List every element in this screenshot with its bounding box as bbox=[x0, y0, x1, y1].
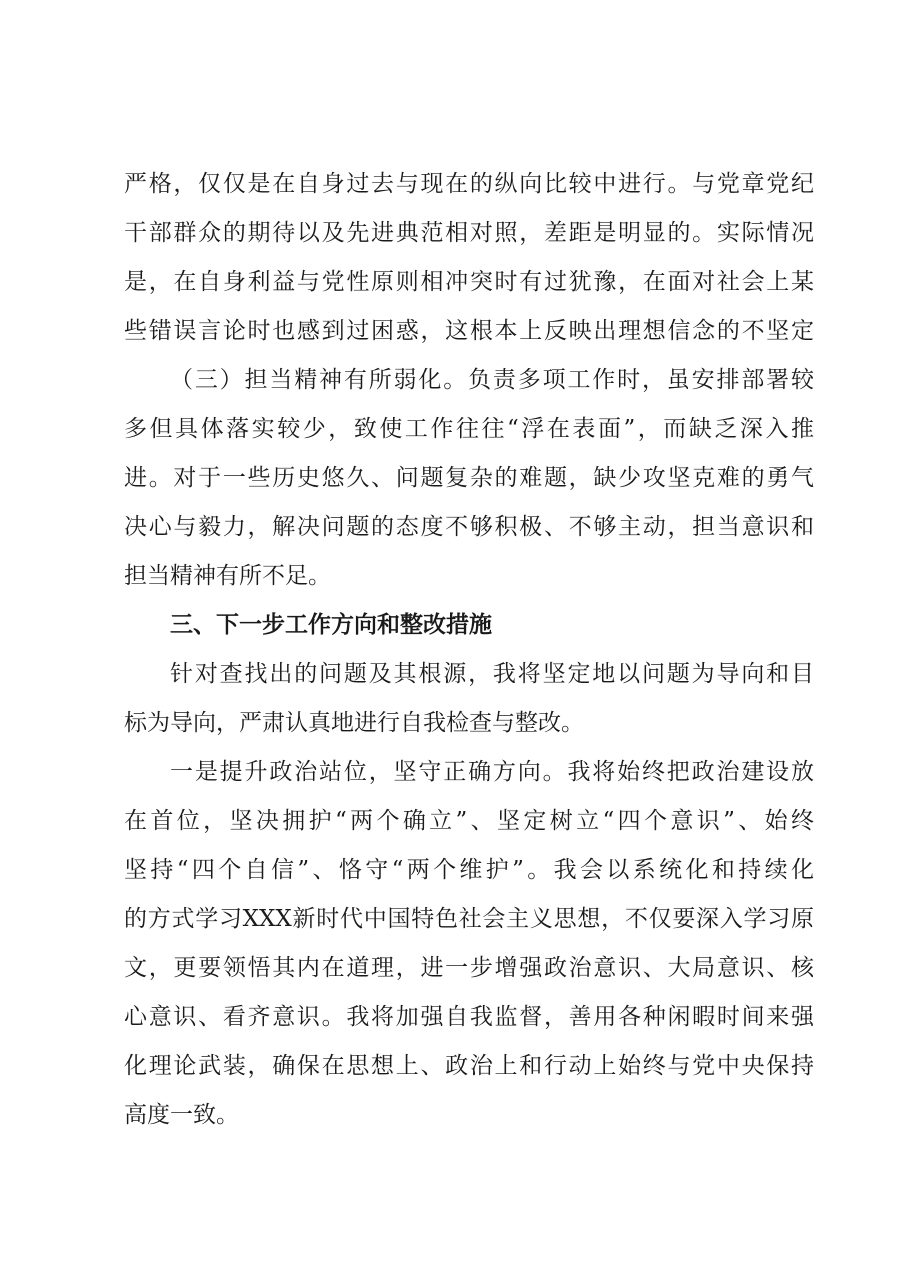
paragraph-intro bbox=[124, 650, 814, 748]
text-line: 坚持“四个自信”、恪守“两个维护”。我会以系统化和持续化 bbox=[124, 857, 814, 883]
text-line: 针对查找出的问题及其根源，我将坚定地以问题为导向和目 bbox=[170, 661, 814, 687]
text-line: 高度一致。 bbox=[124, 1102, 239, 1128]
text-line: 决心与毅力，解决问题的态度不够积极、不够主动，担当意识和 bbox=[124, 514, 814, 540]
text-line: 严格，仅仅是在自身过去与现在的纵向比较中进行。与党章党纪 bbox=[124, 171, 814, 197]
paragraph-measure-one bbox=[124, 748, 814, 1140]
text-line: 化理论武装，确保在思想上、政治上和行动上始终与党中央保持 bbox=[124, 1053, 814, 1079]
paragraph-responsibility bbox=[124, 356, 814, 601]
heading-text: 三、下一步工作方向和整改措施 bbox=[170, 612, 492, 638]
text-line: 标为导向，严肃认真地进行自我检查与整改。 bbox=[124, 710, 584, 736]
text-line: 干部群众的期待以及先进典范相对照，差距是明显的。实际情况 bbox=[124, 220, 814, 246]
section-heading bbox=[124, 601, 814, 650]
text-line: 文，更要领悟其内在道理，进一步增强政治意识、大局意识、核 bbox=[124, 955, 814, 981]
text-line: （三）担当精神有所弱化。负责多项工作时，虽安排部署较 bbox=[170, 367, 814, 393]
text-line: 多但具体落实较少，致使工作往往“浮在表面”，而缺乏深入推 bbox=[124, 416, 814, 442]
text-line: 进。对于一些历史悠久、问题复杂的难题，缺少攻坚克难的勇气 bbox=[124, 465, 814, 491]
text-line: 些错误言论时也感到过困惑，这根本上反映出理想信念的不坚定 bbox=[124, 318, 814, 344]
paragraph-continuation bbox=[124, 160, 814, 356]
text-line: 担当精神有所不足。 bbox=[124, 563, 331, 589]
text-line: 是，在自身利益与党性原则相冲突时有过犹豫，在面对社会上某 bbox=[124, 269, 814, 295]
text-line: 心意识、看齐意识。我将加强自我监督，善用各种闲暇时间来强 bbox=[124, 1004, 814, 1030]
text-line: 的方式学习XXX新时代中国特色社会主义思想，不仅要深入学习原 bbox=[124, 906, 814, 932]
text-line: 一是提升政治站位，坚守正确方向。我将始终把政治建设放 bbox=[170, 759, 814, 785]
document-body bbox=[124, 160, 814, 1140]
text-line: 在首位，坚决拥护“两个确立”、坚定树立“四个意识”、始终 bbox=[124, 808, 814, 834]
